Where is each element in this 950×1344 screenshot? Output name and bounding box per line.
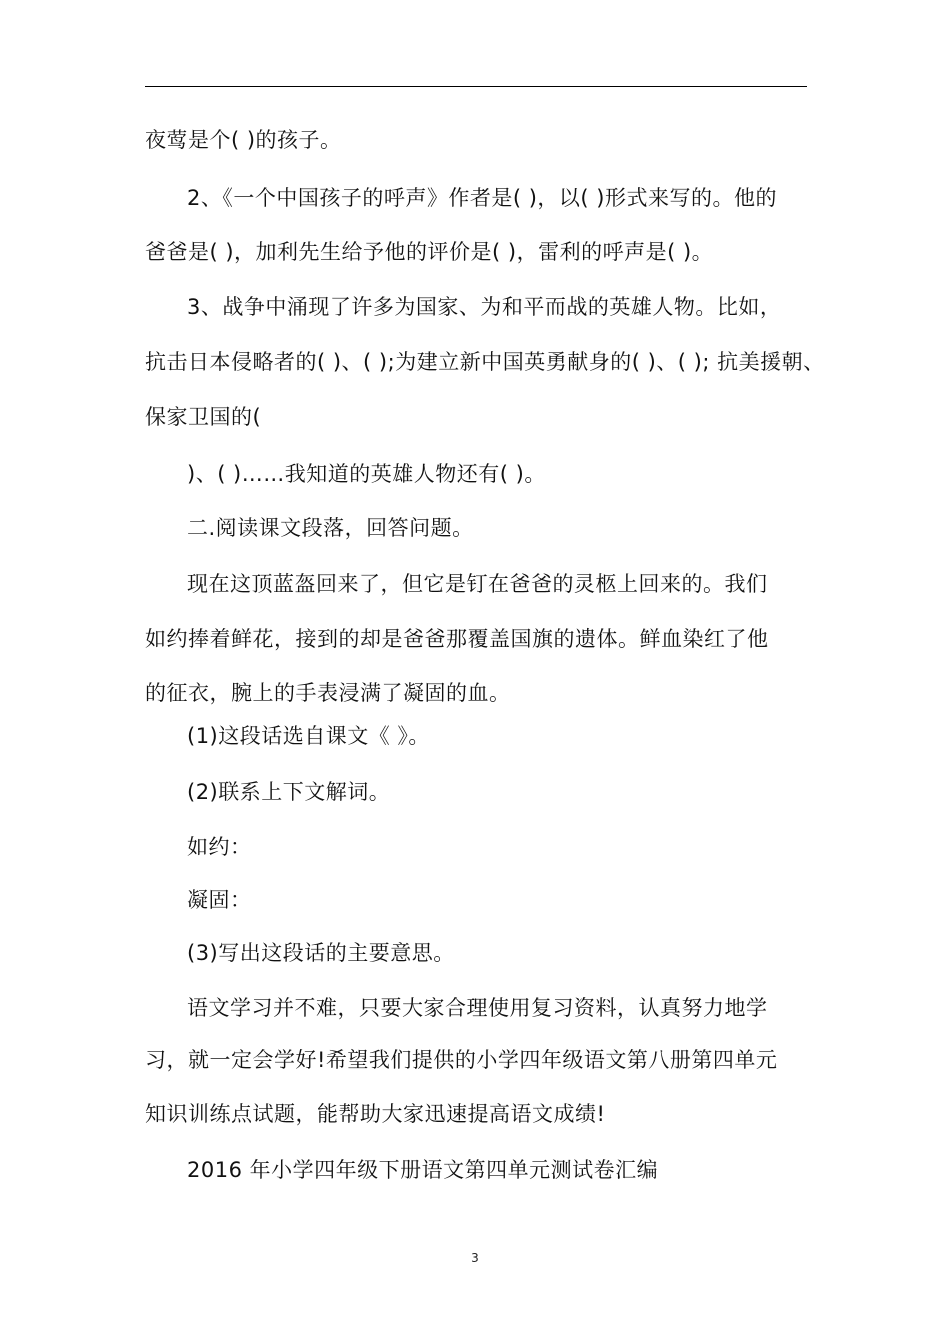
text-line: 夜莺是个( )的孩子。: [145, 128, 342, 152]
text-line: 语文学习并不难，只要大家合理使用复习资料，认真努力地学: [187, 996, 768, 1020]
term-item: 如约：: [187, 835, 252, 859]
text-line: 抗击日本侵略者的( )、( );为建立新中国英勇献身的( )、( ); 抗美援朝、: [145, 350, 825, 374]
document-title-line: 2016 年小学四年级下册语文第四单元测试卷汇编: [187, 1158, 659, 1182]
text-line: )、( )……我知道的英雄人物还有( )。: [187, 462, 546, 486]
header-rule: [145, 86, 807, 87]
section-heading: 二.阅读课文段落，回答问题。: [187, 516, 474, 540]
text-line: 3、战争中涌现了许多为国家、为和平而战的英雄人物。比如，: [187, 295, 782, 319]
text-line: 习，就一定会学好!希望我们提供的小学四年级语文第八册第四单元: [145, 1048, 778, 1072]
term-item: 凝固：: [187, 888, 252, 912]
text-line: 的征衣，腕上的手表浸满了凝固的血。: [145, 681, 511, 705]
question-item: (1)这段话选自课文《 》。: [187, 724, 430, 748]
text-line: 2、《一个中国孩子的呼声》作者是( )，以( )形式来写的。他的: [187, 186, 777, 210]
text-line: 保家卫国的(: [145, 405, 262, 429]
text-line: 如约捧着鲜花，接到的却是爸爸那覆盖国旗的遗体。鲜血染红了他: [145, 627, 769, 651]
text-line: 现在这顶蓝盔回来了，但它是钉在爸爸的灵柩上回来的。我们: [187, 572, 768, 596]
page-number: 3: [471, 1251, 479, 1265]
question-item: (3)写出这段话的主要意思。: [187, 941, 455, 965]
text-line: 知识训练点试题，能帮助大家迅速提高语文成绩!: [145, 1102, 606, 1126]
text-line: 爸爸是( )，加利先生给予他的评价是( )，雷利的呼声是( )。: [145, 240, 714, 264]
question-item: (2)联系上下文解词。: [187, 780, 391, 804]
